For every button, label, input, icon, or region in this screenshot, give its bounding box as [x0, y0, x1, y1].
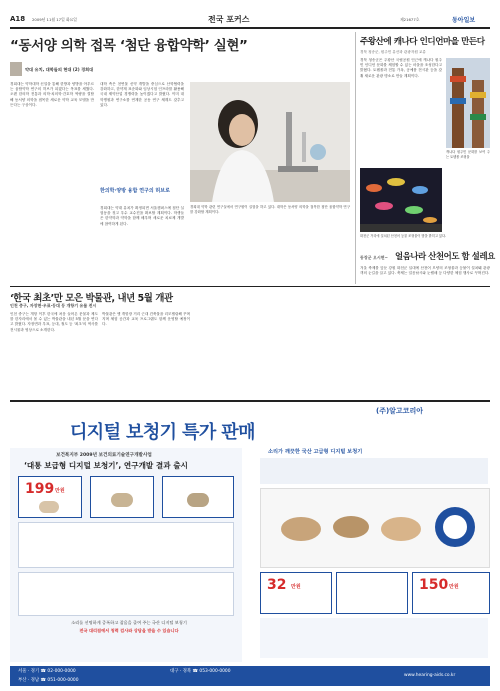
festival-illustration [360, 168, 442, 232]
lab-photo [190, 82, 350, 202]
contact-3: 대구 · 경북 ☎ 053-000-0000 [170, 669, 231, 674]
story1-subtitle: 약대 유치, 대학들의 현대 (2) 경희대 [25, 67, 94, 72]
contact-2: 부산 · 경남 ☎ 051-000-0000 [18, 678, 79, 683]
paper-name: 동아일보 [452, 17, 476, 24]
story3-kicker: 동장군 오시면~ [360, 255, 388, 260]
ad-right-notes [260, 618, 488, 658]
lab-photo-caption: 경희대 약학 관련 연구실에서 연구원이 실험을 하고 있다. 대학은 동서양 의학을 접목한 첨단 융합약학 연구를 강화할 계획이다. [190, 205, 350, 214]
product-showcase [260, 488, 490, 568]
ad-note-2: 전국 대리점에서 청력 검사와 상담을 받을 수 있습니다 [79, 628, 179, 633]
festival-caption: 화천군 거리에 설치된 산천어 등불 조형물이 밤을 밝히고 있다. [360, 234, 447, 238]
story4-column-2: 박물관은 옛 개항장 거리 근대 건축물을 리모델링해 꾸며지며 체험 공간과 교육 프로그램도 함께 운영할 예정이다. [102, 312, 190, 327]
story1-column-4 [190, 226, 350, 284]
story4-column-3 [194, 312, 282, 398]
hearing-aid-image-2 [111, 493, 133, 507]
ad-lead: 보건복지부 2009년 보건의료기술연구개발사업 [56, 453, 152, 458]
totem-illustration [446, 58, 490, 148]
totem-caption: 캐나다 원주민 문화를 보여 주는 토템폴 조형물 [446, 150, 490, 159]
column-divider [355, 32, 356, 284]
story1-column-1: 경희대는 약학대학 신설을 통해 한방과 양방을 아우르는 융합약학 연구의 허브가 되겠다는 목표를 세웠다. 오랜 한의학 전통과 의학·치의학·간호학 역량을 결합해 동서양 의학을 접목한 새로운 약학 교육 모델을 만든다는 구상이다. [10, 82, 94, 107]
story3-body: 겨울 축제를 앞둔 강원 화천군 일대에 산천어 모양의 조형물과 등불이 설치돼 관광객의 눈길을 끌고 있다. 축제는 얼음낚시와 눈썰매 등 다양한 체험 행사로 꾸며진다. [360, 266, 490, 276]
page-header [10, 5, 490, 27]
page-date: 2009년 11월 17일 화요일 [32, 17, 77, 22]
festival-photo [360, 168, 442, 232]
page-number: A18 [10, 15, 26, 23]
ad-headline: 디지털 보청기 특가 판매 [70, 422, 255, 443]
ad-right-panel [250, 448, 490, 662]
price-1: 199 [25, 481, 55, 497]
price-box-5 [336, 572, 408, 614]
hearing-aid-image-1 [39, 501, 59, 513]
ad-subhead: 소리가 깨끗한 국산 고급형 디지털 보청기 [268, 449, 363, 455]
ad-product-row [18, 572, 234, 616]
price-box-6 [412, 572, 490, 614]
section-rule [10, 286, 490, 287]
story3-headline: 얼음나라 산천어도 함 설레요 [395, 251, 495, 261]
ad-tagline: ‘대통 보급형 디지털 보청기’, 연구개발 결과 출시 [24, 461, 188, 470]
story2-body-continued [446, 184, 490, 232]
price-box-3 [162, 476, 234, 518]
ad-left-panel [10, 448, 242, 662]
ad-brand: (주)알고코리아 [376, 407, 423, 415]
story4-headline: ‘한국 최초’만 모은 박물관, 내년 5월 개관 [10, 293, 173, 304]
reporter-photo [10, 62, 22, 76]
lab-photo-illustration [190, 82, 350, 202]
price-unit-1: 만원 [55, 488, 65, 494]
ad-top-rule [10, 400, 490, 402]
header-rule [10, 27, 490, 29]
ad-website[interactable]: www.hearing-aids.co.kr [404, 673, 456, 678]
ad-note-1: 소리를 선명하게 증폭하고 잡음을 줄여 주는 국산 디지털 보청기 [71, 620, 187, 625]
price-unit-3: 만원 [449, 584, 459, 590]
ad-block [10, 404, 490, 686]
price-3: 150 [419, 577, 449, 593]
hearing-aid-image-3 [187, 493, 209, 507]
main-headline: “동서양 의학 접목 ‘첨단 융합약학’ 실현” [10, 38, 248, 54]
price-unit-2: 만원 [291, 584, 301, 590]
story4-column-4 [286, 312, 374, 398]
totem-photo [446, 58, 490, 148]
price-box-1 [18, 476, 82, 518]
story1-column-2: 대학 측은 천연물 신약 개발을 중심으로 산학협력을 강화하고, 한약재 표준화와 임상시험 인프라를 활용해 국내 제약산업 경쟁력을 높이겠다고 밝혔다. 이미 대학병원과 연구소를 연계한 공동 연구 체계도 갖추고 있다. [100, 82, 184, 107]
story4-column-1: 인천 중구는 개항 이후 한국에 처음 들어온 문물과 제도를 한자리에서 볼 수 있는 박물관을 내년 5월 문을 연다고 밝혔다. 자장면과 우표, 등대, 철도 등 ‘최초’의 역사를 전시물과 영상으로 소개한다. [10, 312, 98, 332]
issue-number: 제21677호 [400, 17, 420, 22]
hearing-aid-illustration [261, 489, 489, 567]
section-title: 전국 포커스 [208, 15, 250, 24]
story1-column-3: 경희대는 약대 유치가 확정되면 서울캠퍼스에 첨단 실험동을 짓고 우수 교수진을 확보할 계획이다. 학생들은 한약학과 약학을 함께 배우며 새로운 치료제 개발에 참여하게 된다. [100, 206, 184, 226]
pull-quote: 한의학·양방 융합 연구의 허브로 [100, 188, 170, 194]
story2-headline: 주왕산에 캐나다 인디언마을 만든다 [360, 37, 485, 47]
story4-subtitle: 인천 중구, 자장면·우표·등대 등 개항기 유물 전시 [10, 303, 97, 308]
story4-column-5 [378, 298, 490, 398]
contact-1: 서울 · 경기 ☎ 02-000-0000 [18, 669, 76, 674]
price-box-2 [90, 476, 154, 518]
story2-body: 경북 청송군은 주왕산 국립공원 인근에 캐나다 원주민 인디언 문화를 체험할 수 있는 마을을 조성한다고 밝혔다. 토템폴과 전통 가옥, 공예품 전시관 등을 갖춰 새로운 관광 명소로 만들 계획이다. [360, 58, 442, 78]
story2-subtitle: 경북 청송군, 원주민 유산과 관광자원 교류 [360, 50, 426, 54]
ad-spec-table [18, 522, 234, 568]
price-2: 32 [267, 577, 287, 593]
contact-bar [10, 666, 490, 686]
ad-description [260, 458, 488, 484]
price-box-4 [260, 572, 332, 614]
